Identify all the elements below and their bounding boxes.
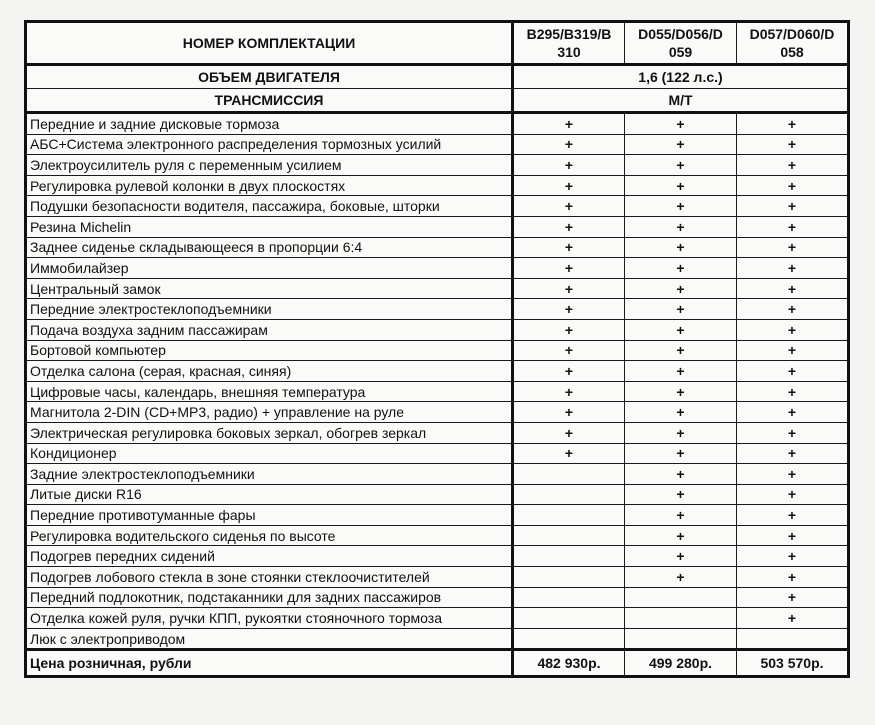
feature-mark-config-2: + [625,422,737,443]
feature-mark-config-1: + [513,340,625,361]
feature-name: Люк с электроприводом [26,628,513,650]
feature-mark-config-1 [513,484,625,505]
feature-name: Подогрев лобового стекла в зоне стоянки стеклоочистителей [26,567,513,588]
feature-mark-config-2: + [625,278,737,299]
engine-value: 1,6 (122 л.с.) [513,65,849,89]
feature-row [26,443,849,464]
feature-mark-config-1: + [513,278,625,299]
feature-mark-config-1: + [513,175,625,196]
feature-mark-config-1 [513,546,625,567]
config-header-row [26,22,849,65]
feature-mark-config-3: + [737,155,849,176]
feature-mark-config-3: + [737,402,849,423]
feature-mark-config-3: + [737,299,849,320]
feature-mark-config-3 [737,628,849,650]
feature-row [26,587,849,608]
feature-row [26,381,849,402]
feature-mark-config-1 [513,525,625,546]
feature-mark-config-2: + [625,567,737,588]
feature-mark-config-1 [513,505,625,526]
feature-name: Передние и задние дисковые тормоза [26,113,513,135]
feature-mark-config-3: + [737,381,849,402]
engine-row [26,65,849,89]
feature-mark-config-2: + [625,464,737,485]
feature-row [26,546,849,567]
feature-mark-config-3: + [737,525,849,546]
feature-name: Магнитола 2-DIN (CD+MP3, радио) + управление на руле [26,402,513,423]
feature-row [26,340,849,361]
feature-name: Кондиционер [26,443,513,464]
feature-row [26,113,849,135]
feature-name: Отделка салона (серая, красная, синяя) [26,361,513,382]
feature-mark-config-1 [513,587,625,608]
feature-mark-config-2 [625,608,737,629]
feature-row [26,505,849,526]
feature-mark-config-1: + [513,113,625,135]
feature-mark-config-3: + [737,464,849,485]
feature-mark-config-2: + [625,155,737,176]
feature-name: Бортовой компьютер [26,340,513,361]
feature-mark-config-3: + [737,443,849,464]
feature-mark-config-2: + [625,505,737,526]
price-value-config-3: 503 570р. [737,650,849,677]
feature-row [26,237,849,258]
feature-row [26,258,849,279]
feature-mark-config-3: + [737,196,849,217]
price-label: Цена розничная, рубли [26,650,513,677]
transmission-label: ТРАНСМИССИЯ [26,89,513,113]
feature-row [26,567,849,588]
feature-row [26,402,849,423]
feature-row [26,299,849,320]
feature-name: Отделка кожей руля, ручки КПП, рукоятки стояночного тормоза [26,608,513,629]
price-value-config-2: 499 280р. [625,650,737,677]
feature-mark-config-1: + [513,402,625,423]
engine-label: ОБЪЕМ ДВИГАТЕЛЯ [26,65,513,89]
feature-row [26,155,849,176]
feature-mark-config-3: + [737,546,849,567]
feature-mark-config-2: + [625,134,737,155]
feature-mark-config-2: + [625,175,737,196]
feature-name: Подушки безопасности водителя, пассажира, боковые, шторки [26,196,513,217]
feature-name: Передние электростеклоподъемники [26,299,513,320]
equipment-table [24,20,850,678]
feature-mark-config-3: + [737,340,849,361]
feature-name: Иммобилайзер [26,258,513,279]
feature-mark-config-1 [513,464,625,485]
feature-mark-config-1: + [513,155,625,176]
feature-name: Центральный замок [26,278,513,299]
feature-name: Передний подлокотник, подстаканники для задних пассажиров [26,587,513,608]
feature-mark-config-1 [513,628,625,650]
feature-mark-config-2: + [625,196,737,217]
config-code-1: B295/B319/B 310 [513,22,625,65]
feature-mark-config-2 [625,587,737,608]
feature-mark-config-3: + [737,608,849,629]
feature-mark-config-3: + [737,505,849,526]
feature-mark-config-1: + [513,299,625,320]
transmission-value: М/Т [513,89,849,113]
feature-mark-config-3: + [737,484,849,505]
feature-mark-config-1 [513,608,625,629]
feature-mark-config-1: + [513,361,625,382]
feature-name: Электроусилитель руля с переменным усилием [26,155,513,176]
feature-mark-config-3: + [737,587,849,608]
feature-mark-config-1: + [513,237,625,258]
feature-mark-config-2: + [625,237,737,258]
transmission-row [26,89,849,113]
feature-mark-config-2: + [625,484,737,505]
feature-name: Регулировка водительского сиденья по высоте [26,525,513,546]
feature-name: Цифровые часы, календарь, внешняя температура [26,381,513,402]
feature-name: АБС+Система электронного распределения тормозных усилий [26,134,513,155]
feature-mark-config-3: + [737,278,849,299]
feature-row [26,484,849,505]
feature-mark-config-3: + [737,134,849,155]
feature-row [26,175,849,196]
feature-mark-config-2: + [625,361,737,382]
feature-row [26,319,849,340]
feature-mark-config-2: + [625,216,737,237]
feature-mark-config-3: + [737,175,849,196]
feature-name: Резина Michelin [26,216,513,237]
feature-mark-config-3: + [737,361,849,382]
feature-mark-config-2: + [625,319,737,340]
feature-mark-config-3: + [737,567,849,588]
feature-mark-config-2: + [625,113,737,135]
feature-row [26,422,849,443]
feature-mark-config-2: + [625,299,737,320]
feature-mark-config-1: + [513,134,625,155]
feature-name: Заднее сиденье складывающееся в пропорции 6:4 [26,237,513,258]
feature-row [26,628,849,650]
feature-row [26,278,849,299]
config-code-2: D055/D056/D 059 [625,22,737,65]
feature-mark-config-1: + [513,319,625,340]
feature-row [26,464,849,485]
price-row [26,650,849,677]
feature-row [26,196,849,217]
feature-row [26,608,849,629]
feature-name: Литые диски R16 [26,484,513,505]
feature-mark-config-3: + [737,422,849,443]
feature-mark-config-3: + [737,216,849,237]
feature-name: Передние противотуманные фары [26,505,513,526]
price-list-sheet [24,20,847,678]
feature-mark-config-3: + [737,319,849,340]
feature-mark-config-2 [625,628,737,650]
feature-row [26,134,849,155]
feature-mark-config-2: + [625,443,737,464]
feature-mark-config-2: + [625,340,737,361]
feature-row [26,216,849,237]
feature-mark-config-1: + [513,443,625,464]
feature-name: Задние электростеклоподъемники [26,464,513,485]
feature-mark-config-3: + [737,113,849,135]
feature-mark-config-3: + [737,237,849,258]
feature-name: Подогрев передних сидений [26,546,513,567]
feature-row [26,361,849,382]
feature-name: Подача воздуха задним пассажирам [26,319,513,340]
feature-mark-config-2: + [625,546,737,567]
config-code-3: D057/D060/D 058 [737,22,849,65]
feature-mark-config-1: + [513,216,625,237]
price-value-config-1: 482 930р. [513,650,625,677]
config-number-label: НОМЕР КОМПЛЕКТАЦИИ [26,22,513,65]
feature-mark-config-2: + [625,402,737,423]
feature-mark-config-1: + [513,381,625,402]
feature-mark-config-2: + [625,381,737,402]
feature-mark-config-2: + [625,525,737,546]
feature-mark-config-1: + [513,258,625,279]
feature-name: Регулировка рулевой колонки в двух плоскостях [26,175,513,196]
feature-mark-config-1: + [513,422,625,443]
feature-mark-config-1 [513,567,625,588]
feature-mark-config-3: + [737,258,849,279]
feature-name: Электрическая регулировка боковых зеркал, обогрев зеркал [26,422,513,443]
feature-mark-config-2: + [625,258,737,279]
feature-row [26,525,849,546]
feature-mark-config-1: + [513,196,625,217]
